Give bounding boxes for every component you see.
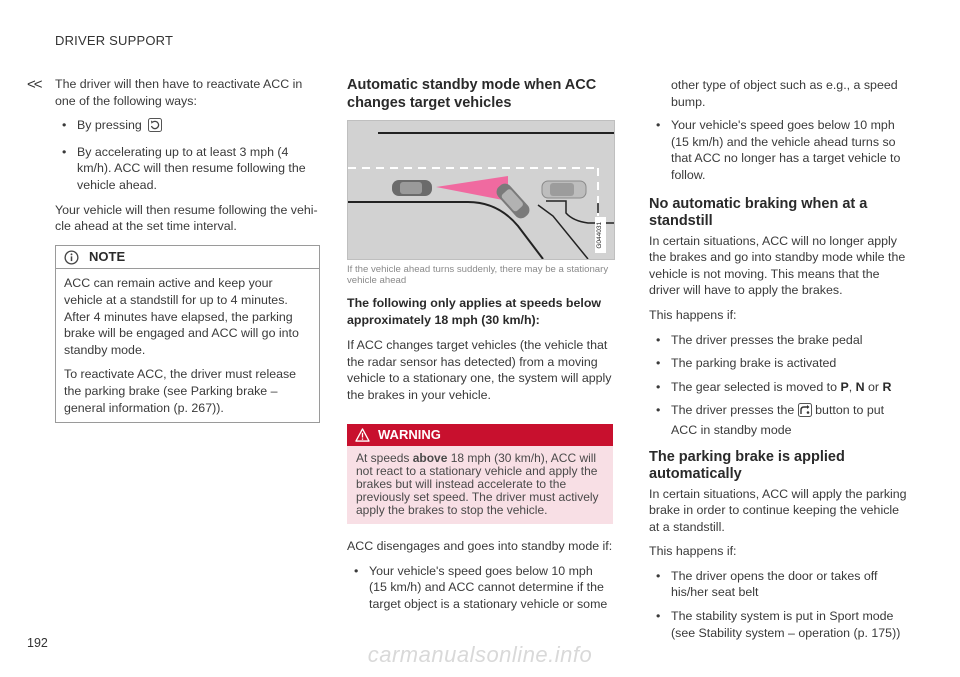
no-braking-list: [649, 332, 907, 439]
note-header: [56, 246, 319, 270]
list-item-continued: other type of object such as e.g., a speed bump.: [671, 78, 898, 109]
list-item: • The driver opens the door or takes off his/her seat belt: [649, 568, 907, 601]
disengage-list: [347, 563, 613, 613]
list-item: • The stability system is put in Sport mode (see Stability system – operation (p. 175)): [649, 608, 907, 641]
own-car: [392, 180, 432, 196]
list-item: • By accelerating up to at least 3 mph (4 km/h). ACC will then resume following the vehicle ahead.: [55, 144, 320, 194]
target-change-illustration: [347, 120, 615, 260]
stationary-car: [542, 181, 586, 198]
list-item: • The parking brake is activated: [649, 355, 907, 372]
parking-brake-heading: The parking brake is applied automatically: [649, 448, 845, 482]
note-paragraph-2: To reactivate ACC, the driver must release the parking brake (see Parking brake – general information (p. 267)).: [64, 367, 297, 415]
no-braking-paragraph: In certain situations, ACC will no longer apply the brakes and go into standby mode while the vehicle is not moving. This means that the driver will have to apply the brakes.: [649, 233, 906, 298]
road-diagram: [348, 121, 614, 259]
note-info-icon: [64, 250, 79, 265]
note-label: NOTE: [89, 248, 126, 264]
warning-box: [347, 424, 613, 525]
note-body: [56, 269, 319, 422]
list-item: • Your vehicle's speed goes below 10 mph (15 km/h) and ACC cannot determine if the target object is a stationary vehicle or some: [347, 563, 613, 613]
disengage-intro: ACC disengages and goes into standby mode if:: [347, 539, 613, 554]
continued-marker: <<: [27, 76, 41, 93]
list-item: • Your vehicle's speed goes below 10 mph (15 km/h) and the vehicle ahead turns so that ACC no longer has a target vehicle to follow.: [649, 117, 907, 183]
section-title: DRIVER SUPPORT: [55, 33, 174, 48]
speed-subheading: The following only applies at speeds below approximately 18 mph (30 km/h):: [347, 296, 602, 327]
happens-if-2: This happens if:: [649, 544, 737, 559]
figure-caption: If the vehicle ahead turns suddenly, there may be a stationary vehicle ahead: [347, 264, 609, 286]
parking-brake-list: [649, 568, 907, 641]
reactivate-list: [55, 117, 320, 193]
parking-brake-paragraph: In certain situations, ACC will apply the parking brake in order to continue keeping the vehicle at a standstill.: [649, 486, 907, 534]
reactivate-intro: The driver will then have to reactivate ACC in one of the following ways:: [55, 77, 303, 108]
watermark: carmanualsonline.info: [367, 642, 593, 667]
happens-if-1: This happens if:: [649, 307, 737, 322]
note-box: [55, 245, 320, 423]
column-2: [347, 77, 613, 621]
column-1: [55, 76, 320, 423]
standby-heading: Automatic standby mode when ACC changes target vehicles: [347, 77, 597, 111]
disengage-list-continued: [649, 77, 907, 184]
note-paragraph-1: ACC can remain active and keep your vehicle at a standstill for up to 4 minutes. After 4 minutes have elapsed, the parking brake will be engaged and ACC will go into standby mode.: [64, 276, 299, 357]
no-braking-heading: No automatic braking when at a standstill: [649, 195, 868, 230]
list-item: • The driver presses the button to put ACC in standby mode: [649, 402, 907, 438]
figure-code: G044031: [595, 217, 606, 253]
resume-text: Your vehicle will then resume following the vehicle ahead at the set time interval.: [55, 202, 318, 234]
warning-body: At speeds above 18 mph (30 km/h), ACC will not react to a stationary vehicle and apply the brakes but will instead accelerate to the previously set speed. The driver must actively apply the brakes to stop the vehicle.: [347, 446, 613, 524]
warning-header: [347, 424, 613, 447]
page-number: 192: [27, 636, 48, 650]
warning-triangle-icon: [355, 428, 370, 442]
resume-button-icon: [148, 118, 162, 137]
column-3: [649, 77, 907, 649]
warning-label: WARNING: [378, 426, 441, 442]
target-change-paragraph: If ACC changes target vehicles (the vehicle that the radar sensor has detected) from a moving vehicle to a stationary one, the system will apply the brakes in your vehicle.: [347, 338, 612, 402]
list-item: • The gear selected is moved to P, N or R: [649, 379, 907, 396]
list-item: • The driver presses the brake pedal: [649, 332, 907, 349]
list-item: • By pressing: [55, 117, 320, 137]
acc-standby-button-icon: [798, 403, 812, 422]
